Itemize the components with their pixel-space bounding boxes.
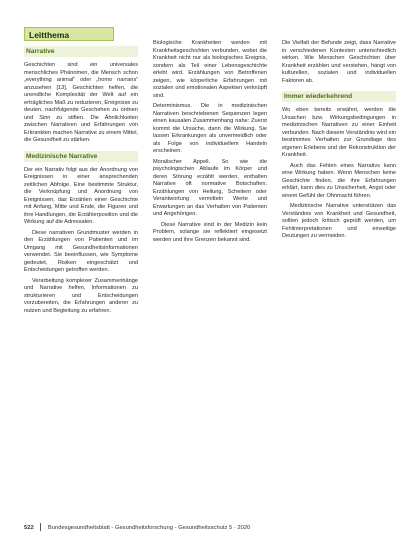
paragraph: Diese narrativen Grundmuster werden in den Erzählungen von Patienten und im Umgang mit Gesundheitsinformationen verwendet. Sie beeinflussen, wie Symptome gedeutet, Risiken eingeschätzt und Entscheidungen getroffen werden. — [24, 229, 138, 273]
column-3 — [282, 40, 396, 244]
section-tag: Leitthema — [24, 27, 114, 41]
section-heading: Narrative — [24, 46, 138, 57]
paragraph: Auch das Fehlen eines Narrativs kann eine Wirkung haben. Wenn Menschen keine Geschichte finden, die ihre Erfahrungen erklärt, kann dies zu Unsicherheit, Angst oder einem Gefühl der Ohnmacht führen. — [282, 162, 396, 199]
page-number: 522 — [24, 525, 34, 531]
footer-divider — [40, 523, 41, 531]
paragraph: Der ein Narrativ folgt aus der Anordnung von Ereignissen in einer ansprechenden zeitlichen Abfolge. Eine bestimmte Struktur, die Verknüpfung und Anordnung von Ereignissen, das Erzählen einer Geschichte mit Anfang, Mitte und Ende, die Figuren und ihre Handlungen, die Erzählerposition und die Wirkung auf die Adressaten. — [24, 166, 138, 225]
paragraph: Verarbeitung komplexer Zusammenhänge und Narrative helfen, Informationen zu strukturieren und Entscheidungen vorzubereiten, die Erfahrungen anderer zu nutzen und Begleitung zu erfahren. — [24, 277, 138, 314]
paragraph: Determinismus. Die in medizinischen Narrativen beschriebenen Sequenzen legen einen kausalen Zusammenhang nahe: Zuerst kommt die Ursache, dann die Wirkung. Sie lassen Erkrankungen als unvermeidlich oder als Folge von individuellem Handeln erscheinen. — [153, 103, 267, 154]
top-bar — [0, 0, 413, 13]
column-2 — [153, 40, 267, 247]
paragraph: Medizinische Narrative unterstützen das Verständnis von Krankheit und Gesundheit, sollten jedoch kritisch geprüft werden, um Fehlinterpretationen und einseitige Deutungen zu vermeiden. — [282, 203, 396, 239]
paragraph: Biologische Krankheiten werden mit Krankheitsgeschichten verbunden, wobei die Krankheit nicht nur als biologisches Ereignis, sondern als Teil einer Lebensgeschichte erlebt wird. Erzählungen von Betroffenen zeigen, wie körperliche Erfahrungen mit sozialen und emotionalen Aspekten verknüpft sind. — [153, 40, 267, 99]
paragraph: Geschichten sind ein universales menschliches Phänomen, die Mensch schon „everything animal“ oder „homo narrans“ anzusehen [13]. Geschichten helfen, die unendliche Komplexität der Welt auf ein erträgliches Maß zu reduzieren, Ereignisse zu deuten, nachfolgende Geschehen zu ordnen und Sinn zu stiften. Die Ähnlichkeiten zwischen Narrativen und Erfahrungen von Erkrankten machen Narrative zu einem Mittel, die Gesundheit zu stärken. — [24, 62, 138, 143]
paragraph: Diese Narrative sind in der Medizin kein Problem, solange sie reflektiert eingesetzt werden und ihre Grenzen bekannt sind. — [153, 221, 267, 243]
page-footer — [24, 523, 394, 533]
column-1 — [24, 40, 138, 318]
section-heading: Medizinische Narrative — [24, 151, 138, 162]
paragraph: Wo eben bereits erwähnt, werden die Ursachen bzw. Wirkungsbedingungen in medizinischen Narrativen zu einer Einheit verbunden. Nach diesem Verständnis wird ein bestimmtes Verhalten zur Grundlage des eigenen Erlebens und der Rekonstruktion der Krankheit. — [282, 107, 396, 158]
journal-citation: Bundesgesundheitsblatt - Gesundheitsforschung - Gesundheitsschutz 5 · 2020 — [47, 525, 251, 531]
section-heading: Immer wiederkehrend — [282, 91, 396, 102]
paragraph: Die Vielfalt der Befunde zeigt, dass Narrative in verschiedenen Kontexten unterschiedlich wirken. Wie Menschen Geschichten über Krankheit erzählen und verstehen, hängt von kulturellen, sozialen und individuellen Faktoren ab. — [282, 40, 396, 84]
paragraph: Moralischer Appell. So wie die psychologischen Ablaufe im Körper und deren Störung erzählt werden, enthalten Narrative oft normative Botschaften. Erzählungen von Heilung, Scheitern oder Verantwortung vermitteln Werte und Erwartungen an das Verhalten von Patienten und Angehörigen. — [153, 158, 267, 217]
